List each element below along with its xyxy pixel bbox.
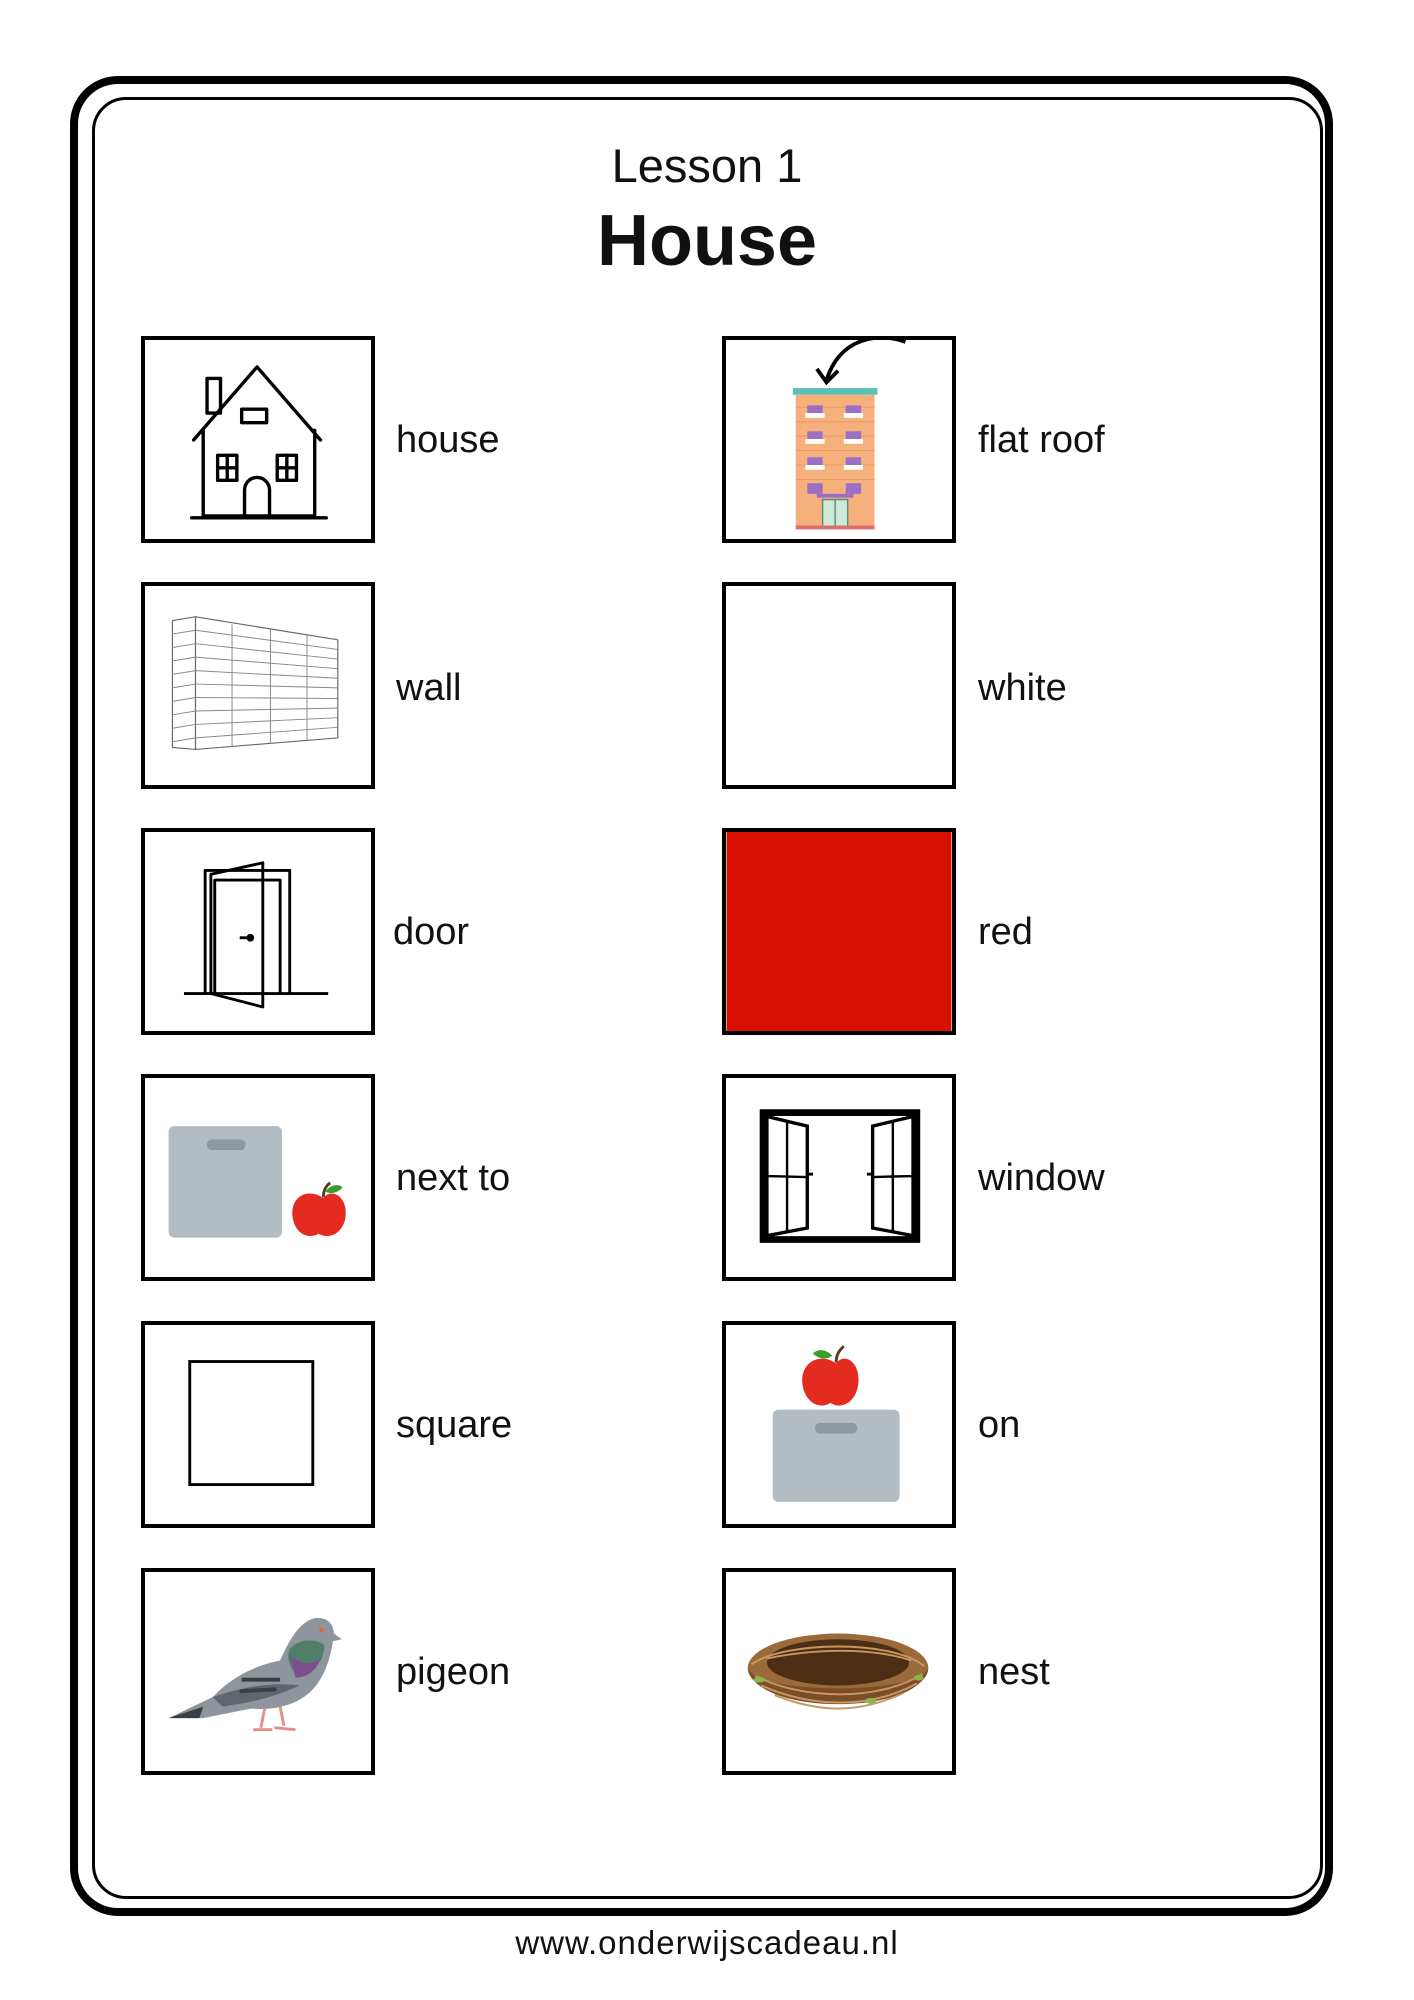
open-window-icon: [726, 1078, 952, 1277]
word-label: door: [393, 911, 470, 953]
open-door-icon: [145, 832, 371, 1031]
card-wall: [141, 582, 375, 789]
card-window: [722, 1074, 956, 1281]
card-next-to: [141, 1074, 375, 1281]
brick-wall-icon: [145, 586, 371, 785]
card-white: [722, 582, 956, 789]
card-door: [141, 828, 375, 1035]
house-icon: [145, 340, 371, 539]
white-square-icon: [726, 586, 952, 785]
footer-url: www.onderwijscadeau.nl: [515, 1924, 899, 1961]
card-nest: [722, 1568, 956, 1775]
card-house: [141, 336, 375, 543]
word-label: red: [978, 911, 1033, 953]
pigeon-icon: [145, 1572, 371, 1771]
card-red: [722, 828, 956, 1035]
word-label: white: [978, 667, 1067, 709]
word-label: on: [978, 1404, 1021, 1446]
red-square-icon: [726, 832, 952, 1031]
word-label: nest: [978, 1651, 1050, 1693]
page-title: House: [596, 201, 818, 281]
lesson-label: Lesson 1: [611, 139, 803, 192]
card-pigeon: [141, 1568, 375, 1775]
apple-next-to-box-icon: [145, 1078, 371, 1277]
word-label: next to: [396, 1157, 511, 1199]
word-label: square: [396, 1404, 513, 1446]
apple-on-box-icon: [726, 1325, 952, 1524]
word-label: flat roof: [978, 419, 1105, 461]
card-square: [141, 1321, 375, 1528]
card-on: [722, 1321, 956, 1528]
card-flat-roof: [722, 336, 956, 543]
word-label: window: [978, 1157, 1105, 1199]
word-label: wall: [396, 667, 462, 709]
word-label: house: [396, 419, 500, 461]
apartment-building-icon: [726, 340, 952, 539]
word-label: pigeon: [396, 1651, 511, 1693]
nest-icon: [726, 1572, 952, 1771]
square-outline-icon: [145, 1325, 371, 1524]
